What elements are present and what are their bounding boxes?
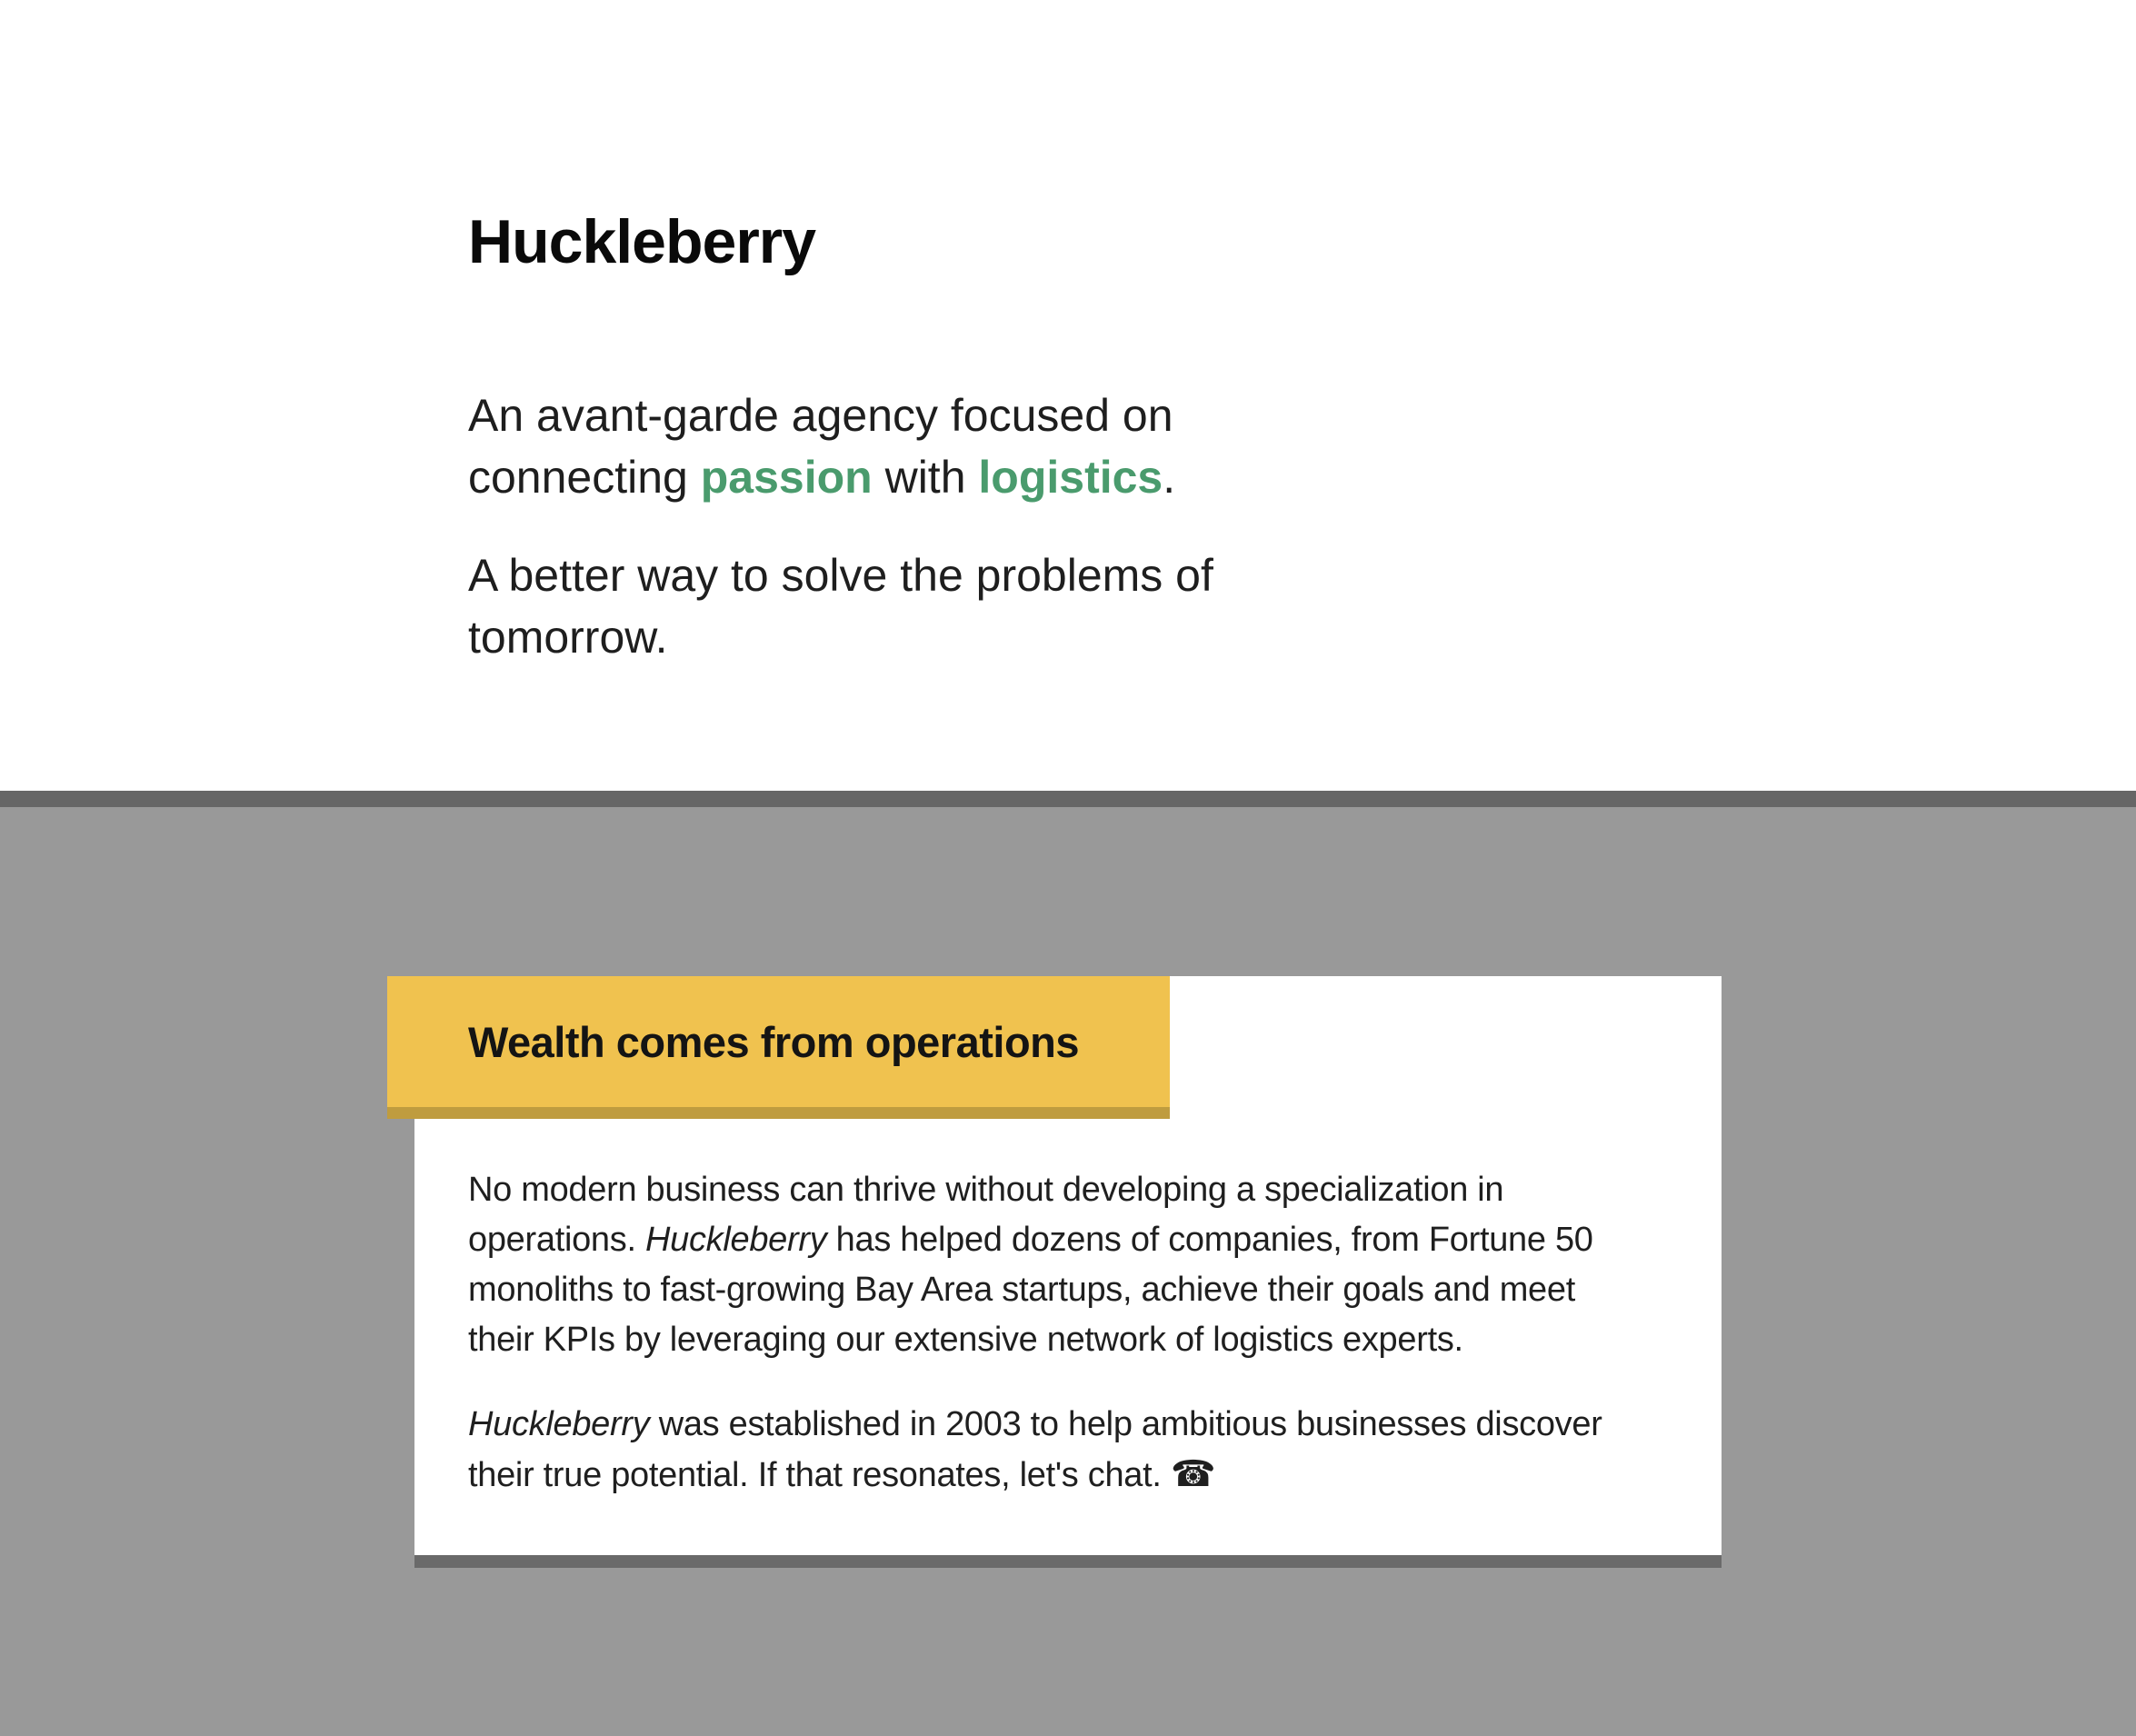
history-line1 xyxy=(468,1400,1682,1450)
about-line1: No modern business can thrive without developing a specialization in xyxy=(468,1171,1504,1209)
card-banner xyxy=(387,976,1170,1119)
about-paragraph xyxy=(468,1165,1682,1365)
subline-line2: tomorrow. xyxy=(468,612,668,663)
history-line1-post: was established in 2003 to help ambitious businesses discover xyxy=(649,1405,1602,1443)
tagline-line2-mid: with xyxy=(872,452,979,503)
history-paragraph xyxy=(468,1400,1682,1501)
content-card xyxy=(414,976,1722,1555)
tagline-line1: An avant-garde agency focused on xyxy=(468,390,1173,441)
brand-name-italic: Huckleberry xyxy=(468,1405,650,1443)
about-line2 xyxy=(468,1215,1682,1265)
about-line4: their KPIs by leveraging our extensive network of logistics experts. xyxy=(468,1321,1463,1359)
subline-line1: A better way to solve the problems of xyxy=(468,550,1213,601)
hero-section xyxy=(0,0,2136,791)
about-line2-post: has helped dozens of companies, from Fortune 50 xyxy=(826,1221,1593,1259)
card-banner-title: Wealth comes from operations xyxy=(468,1017,1079,1066)
tagline xyxy=(468,384,2136,508)
about-line3: monoliths to fast-growing Bay Area startups, achieve their goals and meet xyxy=(468,1271,1575,1309)
history-line2 xyxy=(468,1450,1682,1501)
phone-icon[interactable]: ☎ xyxy=(1170,1453,1216,1495)
site-title: Huckleberry xyxy=(468,207,816,276)
content-section xyxy=(0,807,2136,1736)
tagline-line2-period: . xyxy=(1163,452,1176,503)
history-line2-text: their true potential. If that resonates, let's chat. xyxy=(468,1456,1171,1494)
brand-name-italic: Huckleberry xyxy=(644,1221,827,1259)
tagline-line2 xyxy=(468,446,2136,508)
section-divider xyxy=(0,791,2136,807)
subline xyxy=(468,544,2136,668)
tagline-line2-text: connecting xyxy=(468,452,701,503)
about-line2-pre: operations. xyxy=(468,1221,645,1259)
card-body xyxy=(414,1165,1722,1501)
logistics-keyword: logistics xyxy=(978,452,1163,503)
passion-keyword: passion xyxy=(700,452,873,503)
